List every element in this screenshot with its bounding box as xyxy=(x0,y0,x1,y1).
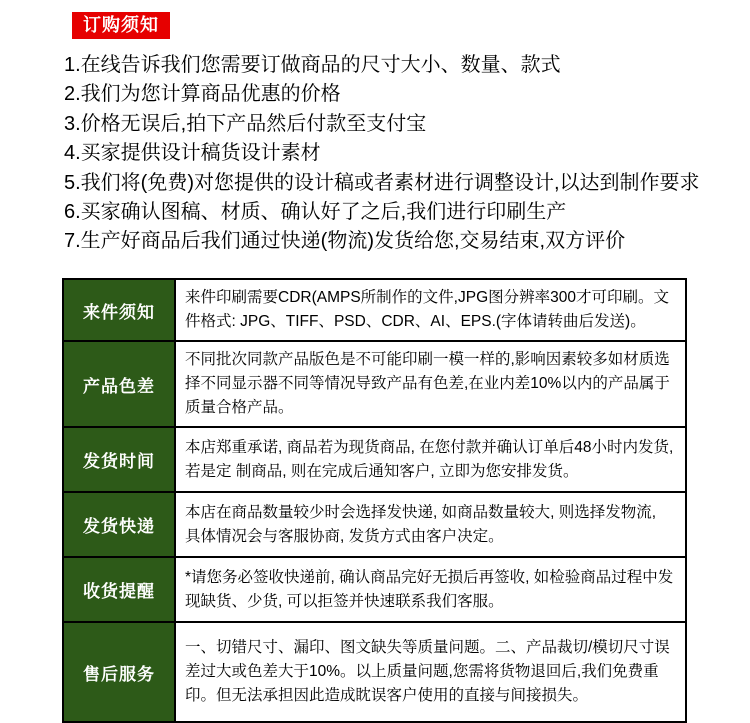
order-step: 5.我们将(免费)对您提供的设计稿或者素材进行调整设计,以达到制作要求 xyxy=(64,171,700,194)
row-label: 售后服务 xyxy=(63,622,175,722)
table-row xyxy=(63,341,686,427)
row-content: 本店郑重承诺, 商品若为现货商品, 在您付款并确认订单后48小时内发货, 若是定 制商品, 则在完成后通知客户, 立即为您安排发货。 xyxy=(175,427,686,492)
table-row xyxy=(63,622,686,722)
section-title-badge: 订购须知 xyxy=(72,12,170,39)
order-steps-list xyxy=(64,51,724,257)
row-label: 收货提醒 xyxy=(63,557,175,622)
order-step: 1.在线告诉我们您需要订做商品的尺寸大小、数量、款式 xyxy=(64,54,561,76)
row-content: 不同批次同款产品版色是不可能印刷一模一样的,影响因素较多如材质选择不同显示器不同等情况导致产品有色差,在业内差10%以内的产品属于质量合格产品。 xyxy=(175,341,686,427)
order-step: 3.价格无误后,拍下产品然后付款至支付宝 xyxy=(64,112,427,135)
order-step: 7.生产好商品后我们通过快递(物流)发货给您,交易结束,双方评价 xyxy=(64,230,626,253)
row-label: 产品色差 xyxy=(63,341,175,427)
table-row xyxy=(63,279,686,341)
table-row xyxy=(63,557,686,622)
order-step: 2.我们为您计算商品优惠的价格 xyxy=(64,83,341,106)
table-row xyxy=(63,492,686,557)
notice-table xyxy=(62,278,687,723)
row-content: 本店在商品数量较少时会选择发快递, 如商品数量较大, 则选择发物流, 具体情况会与客服协商, 发货方式由客户决定。 xyxy=(175,492,686,557)
row-content: 一、切错尺寸、漏印、图文缺失等质量问题。二、产品裁切/模切尺寸误差过大或色差大于10%。以上质量问题,您需将货物退回后,我们免费重印。但无法承担因此造成眈误客户使用的直接与间接损失。 xyxy=(175,622,686,722)
table-row xyxy=(63,427,686,492)
row-label: 发货时间 xyxy=(63,427,175,492)
order-step: 4.买家提供设计稿货设计素材 xyxy=(64,142,321,165)
row-content: 来件印刷需要CDR(AMPS所制作的文件,JPG图分辨率300才可印刷。文件格式: JPG、TIFF、PSD、CDR、AI、EPS.(字体请转曲后发送)。 xyxy=(175,279,686,341)
row-label: 来件须知 xyxy=(63,279,175,341)
row-label: 发货快递 xyxy=(63,492,175,557)
order-step: 6.买家确认图稿、材质、确认好了之后,我们进行印刷生产 xyxy=(64,201,567,224)
row-content: *请您务必签收快递前, 确认商品完好无损后再签收, 如检验商品过程中发现缺货、少货, 可以拒签并快速联系我们客服。 xyxy=(175,557,686,622)
